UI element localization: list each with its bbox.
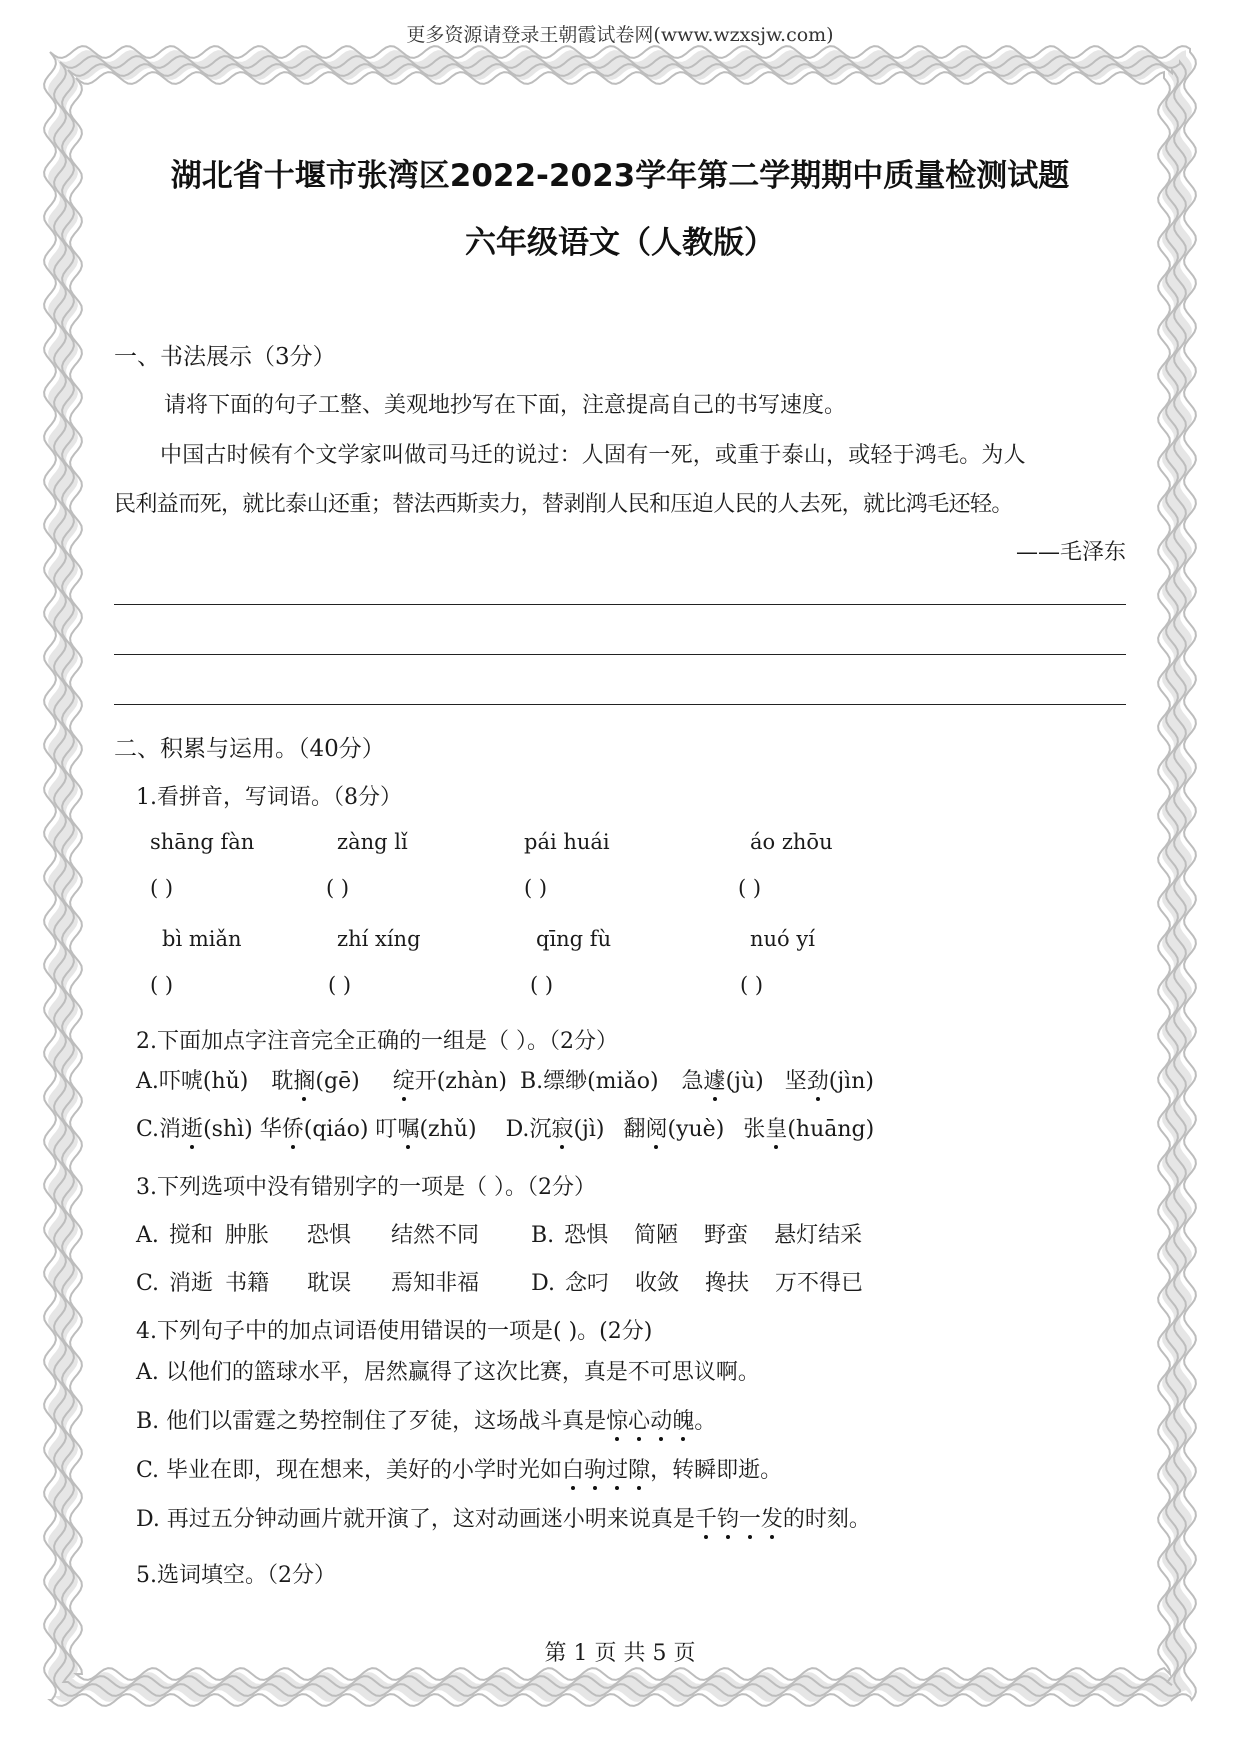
- q4-prompt: 4.下列句子中的加点词语使用错误的一项是( )。(2分): [136, 1319, 653, 1344]
- answer-blank-4[interactable]: ( ): [738, 876, 762, 900]
- pinyin-6: zhí xíng: [337, 927, 421, 951]
- q3-line-ab: [136, 1218, 862, 1249]
- q5-prompt: 5.选词填空。（2分）: [136, 1563, 336, 1588]
- q3-opt-d-label: D.: [531, 1271, 555, 1296]
- q2-opt-b-word3: 坚劲(jìn): [785, 1069, 874, 1094]
- answer-blank-8[interactable]: ( ): [740, 973, 764, 997]
- q3-opt-d-w3: 搀扶: [705, 1271, 750, 1296]
- q4-option-b-term: 惊心动魄: [606, 1409, 694, 1434]
- q3-opt-c-label: C.: [136, 1271, 160, 1296]
- q2-opt-d-word2: 翻阅(yuè): [623, 1117, 724, 1142]
- q3-prompt: 3.下列选项中没有错别字的一项是（ ）。（2分）: [136, 1175, 596, 1200]
- q2-opt-a-word3: 绽开(zhàn): [393, 1069, 507, 1094]
- q3-opt-a-label: A.: [136, 1223, 159, 1248]
- q4-option-c-term: 白驹过隙: [562, 1458, 650, 1483]
- answer-blank-1[interactable]: ( ): [150, 876, 174, 900]
- section1-instruction: 请将下面的句子工整、美观地抄写在下面，注意提高自己的书写速度。: [164, 393, 847, 418]
- q2-opt-c-word3: 叮嘱(zhǔ): [375, 1117, 476, 1142]
- q2-opt-d-word3: 张皇(huāng): [743, 1117, 874, 1142]
- q2-options-line1: [136, 1064, 874, 1095]
- q3-opt-b-w1: 恐惧: [564, 1223, 609, 1248]
- q3-opt-c-w3: 耽误: [307, 1271, 352, 1296]
- pinyin-3: pái huái: [524, 830, 610, 854]
- q4-option-a-term: 居然: [363, 1360, 408, 1385]
- q2-opt-b-word2: 急遽(jù): [682, 1069, 764, 1094]
- answer-blank-3[interactable]: ( ): [524, 876, 548, 900]
- answer-blank-5[interactable]: ( ): [150, 973, 174, 997]
- q4-option-a: A. 以他们的篮球水平，居然赢得了这次比赛，真是不可思议啊。: [136, 1360, 760, 1385]
- pinyin-2: zàng lǐ: [337, 830, 408, 854]
- pinyin-5: bì miǎn: [162, 927, 242, 951]
- q3-opt-b-w3: 野蛮: [704, 1223, 749, 1248]
- q3-opt-a-w3: 恐惧: [306, 1223, 351, 1248]
- q3-opt-c-w1: 消逝: [169, 1271, 214, 1296]
- q2-opt-c-word1: C.消逝(shì): [136, 1117, 253, 1142]
- q3-opt-b-w4: 悬灯结采: [774, 1223, 863, 1248]
- q3-opt-d-w1: 念叼: [564, 1271, 609, 1296]
- q3-opt-c-w4: 焉知非福: [391, 1271, 480, 1296]
- q4-option-b: B. 他们以雷霆之势控制住了歹徒，这场战斗真是惊心动魄。: [136, 1404, 716, 1435]
- q2-opt-a-word1: A.吓唬(hǔ): [136, 1069, 249, 1094]
- q3-line-cd: [136, 1266, 863, 1297]
- answer-blank-2[interactable]: ( ): [326, 876, 350, 900]
- q3-opt-d-w4: 万不得已: [775, 1271, 864, 1296]
- quote-line-1: 中国古时候有个文学家叫做司马迁的说过：人固有一死，或重于泰山，或轻于鸿毛。为人: [160, 443, 1026, 468]
- q2-opt-b-word1: B.缥缈(miǎo): [519, 1069, 659, 1094]
- pinyin-8: nuó yí: [750, 927, 815, 951]
- exam-title: 湖北省十堰市张湾区2022-2023学年第二学期期中质量检测试题: [170, 158, 1070, 194]
- q4-option-c: C. 毕业在即，现在想来，美好的小学时光如白驹过隙，转瞬即逝。: [136, 1453, 782, 1484]
- writing-line-1[interactable]: [114, 604, 1126, 605]
- section2-heading: 二、积累与运用。（40分）: [114, 736, 385, 762]
- pinyin-7: qīng fù: [536, 927, 612, 951]
- q3-opt-a-w2: 肿胀: [224, 1223, 269, 1248]
- quote-attribution: ——毛泽东: [1015, 540, 1126, 565]
- writing-line-3[interactable]: [114, 704, 1126, 705]
- q3-opt-b-label: B.: [530, 1223, 555, 1248]
- pinyin-1: shāng fàn: [150, 830, 255, 854]
- q2-opt-a-word2: 耽搁(gē): [271, 1069, 359, 1094]
- q3-opt-a-w1: 搅和: [168, 1223, 213, 1248]
- answer-blank-7[interactable]: ( ): [530, 973, 554, 997]
- q3-opt-a-w4: 结然不同: [390, 1223, 479, 1248]
- q3-opt-b-w2: 简陋: [634, 1223, 679, 1248]
- q3-opt-c-w2: 书籍: [225, 1271, 270, 1296]
- q2-opt-d-word1: D.沉寂(jì): [506, 1117, 605, 1142]
- pinyin-4: áo zhōu: [750, 830, 833, 854]
- q3-opt-d-w2: 收敛: [634, 1271, 679, 1296]
- q2-options-line2: [136, 1112, 874, 1143]
- writing-line-2[interactable]: [114, 654, 1126, 655]
- section1-heading: 一、书法展示（3分）: [114, 344, 336, 370]
- answer-blank-6[interactable]: ( ): [328, 973, 352, 997]
- q1-prompt: 1.看拼音，写词语。（8分）: [136, 785, 402, 810]
- header-note: 更多资源请登录王朝霞试卷网(www.wzxsjw.com): [406, 24, 834, 46]
- q4-option-d-term: 千钧一发: [695, 1507, 783, 1532]
- q2-opt-c-word2: 华侨(qiáo): [260, 1117, 369, 1142]
- page-footer: 第 1 页 共 5 页: [544, 1641, 696, 1666]
- quote-line-2: 民利益而死，就比泰山还重；替法西斯卖力，替剥削人民和压迫人民的人去死，就比鸿毛还轻。: [114, 492, 1013, 517]
- exam-subtitle: 六年级语文（人教版）: [465, 225, 775, 261]
- q2-prompt: 2.下面加点字注音完全正确的一组是（ ）。（2分）: [136, 1029, 618, 1054]
- q4-option-d: D. 再过五分钟动画片就开演了，这对动画迷小明来说真是千钧一发的时刻。: [136, 1502, 871, 1533]
